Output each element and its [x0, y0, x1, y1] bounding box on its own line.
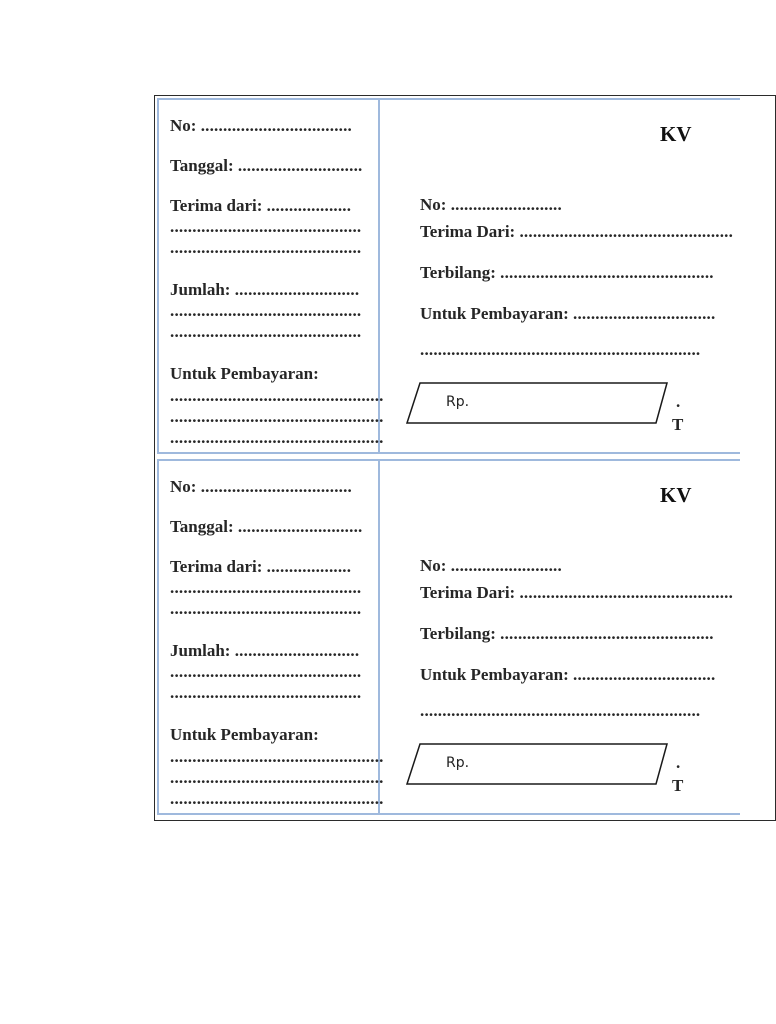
main-untuk-dots: ................................ — [573, 665, 716, 684]
receipt-1 — [157, 98, 734, 456]
stub-untuk-label: Untuk Pembayaran: — [170, 725, 319, 744]
stub-untuk-line: ................................................ — [170, 407, 384, 426]
main-terbilang-dots: ................................................ — [500, 263, 714, 282]
stub-no-label: No: — [170, 116, 197, 135]
receipt-main — [380, 459, 740, 815]
main-terbilang-row — [420, 624, 714, 644]
main-no-dots: ......................... — [450, 195, 562, 214]
stub-untuk-line: ................................................ — [170, 747, 384, 766]
stub-terima-line: ........................................... — [170, 217, 362, 236]
main-untuk-row — [420, 304, 715, 324]
stub-untuk-line: ................................................ — [170, 789, 384, 808]
receipt-stub — [157, 98, 384, 454]
amount-rp-label: Rp. — [446, 394, 470, 410]
stub-terima-line: ........................................... — [170, 578, 362, 597]
main-right-letter: T — [672, 776, 684, 795]
stub-jumlah-line: ........................................... — [170, 683, 362, 702]
stub-tanggal-row — [170, 156, 362, 176]
stub-no-label: No: — [170, 477, 197, 496]
receipt-2 — [157, 459, 734, 817]
stub-jumlah-label: Jumlah: — [170, 641, 231, 660]
main-untuk-dots: ................................ — [573, 304, 716, 323]
stub-untuk-line: ................................................ — [170, 428, 384, 447]
main-no-row — [420, 195, 562, 215]
stub-terima-line: ........................................... — [170, 238, 362, 257]
stub-no-dots: .................................. — [200, 116, 353, 135]
main-terima-label: Terima Dari: — [420, 583, 516, 602]
main-terbilang-row — [420, 263, 714, 283]
amount-box — [406, 382, 668, 424]
amount-box — [406, 743, 668, 785]
stub-tanggal-label: Tanggal: — [170, 517, 234, 536]
main-right-letter: T — [672, 415, 684, 434]
stub-terima-label: Terima dari: — [170, 557, 263, 576]
stub-terima-dots: ................... — [266, 196, 352, 215]
main-untuk-label: Untuk Pembayaran: — [420, 665, 569, 684]
main-untuk-line: ............................................................... — [420, 340, 701, 359]
main-right-dot: . — [676, 753, 681, 772]
stub-terima-line: ........................................... — [170, 599, 362, 618]
stub-jumlah-line: ........................................... — [170, 301, 362, 320]
main-untuk-line: ............................................................... — [420, 701, 701, 720]
main-no-label: No: — [420, 556, 447, 575]
stub-tanggal-row — [170, 517, 362, 537]
stub-untuk-line: ................................................ — [170, 386, 384, 405]
stub-untuk-label: Untuk Pembayaran: — [170, 364, 319, 383]
main-terima-row — [420, 222, 733, 242]
stub-jumlah-row — [170, 280, 359, 300]
main-no-dots: ......................... — [450, 556, 562, 575]
stub-jumlah-line: ........................................... — [170, 322, 362, 341]
stub-terima-row — [170, 196, 351, 216]
stub-jumlah-line: ........................................... — [170, 662, 362, 681]
receipt-stub — [157, 459, 384, 815]
receipt-title: KV — [660, 483, 692, 507]
amount-rp-label: Rp. — [446, 755, 470, 771]
stub-jumlah-dots: ............................ — [234, 280, 360, 299]
stub-untuk-line: ................................................ — [170, 768, 384, 787]
main-terbilang-label: Terbilang: — [420, 624, 496, 643]
stub-no-row — [170, 116, 352, 136]
document-page — [154, 95, 776, 821]
stub-terima-dots: ................... — [266, 557, 352, 576]
main-terima-row — [420, 583, 733, 603]
stub-jumlah-dots: ............................ — [234, 641, 360, 660]
receipt-title: KV — [660, 122, 692, 146]
stub-jumlah-label: Jumlah: — [170, 280, 231, 299]
main-untuk-row — [420, 665, 715, 685]
main-no-label: No: — [420, 195, 447, 214]
main-right-dot: . — [676, 392, 681, 411]
main-untuk-label: Untuk Pembayaran: — [420, 304, 569, 323]
stub-no-row — [170, 477, 352, 497]
main-terima-dots: ................................................ — [519, 583, 734, 602]
stub-terima-label: Terima dari: — [170, 196, 263, 215]
stub-tanggal-label: Tanggal: — [170, 156, 234, 175]
main-terima-label: Terima Dari: — [420, 222, 516, 241]
stub-jumlah-row — [170, 641, 359, 661]
main-terbilang-dots: ................................................ — [500, 624, 714, 643]
receipt-main — [380, 98, 740, 454]
main-no-row — [420, 556, 562, 576]
main-terima-dots: ................................................ — [519, 222, 734, 241]
stub-terima-row — [170, 557, 351, 577]
stub-no-dots: .................................. — [200, 477, 353, 496]
main-terbilang-label: Terbilang: — [420, 263, 496, 282]
stub-tanggal-dots: ............................ — [237, 156, 363, 175]
stub-tanggal-dots: ............................ — [237, 517, 363, 536]
document-visible-area — [155, 96, 734, 820]
